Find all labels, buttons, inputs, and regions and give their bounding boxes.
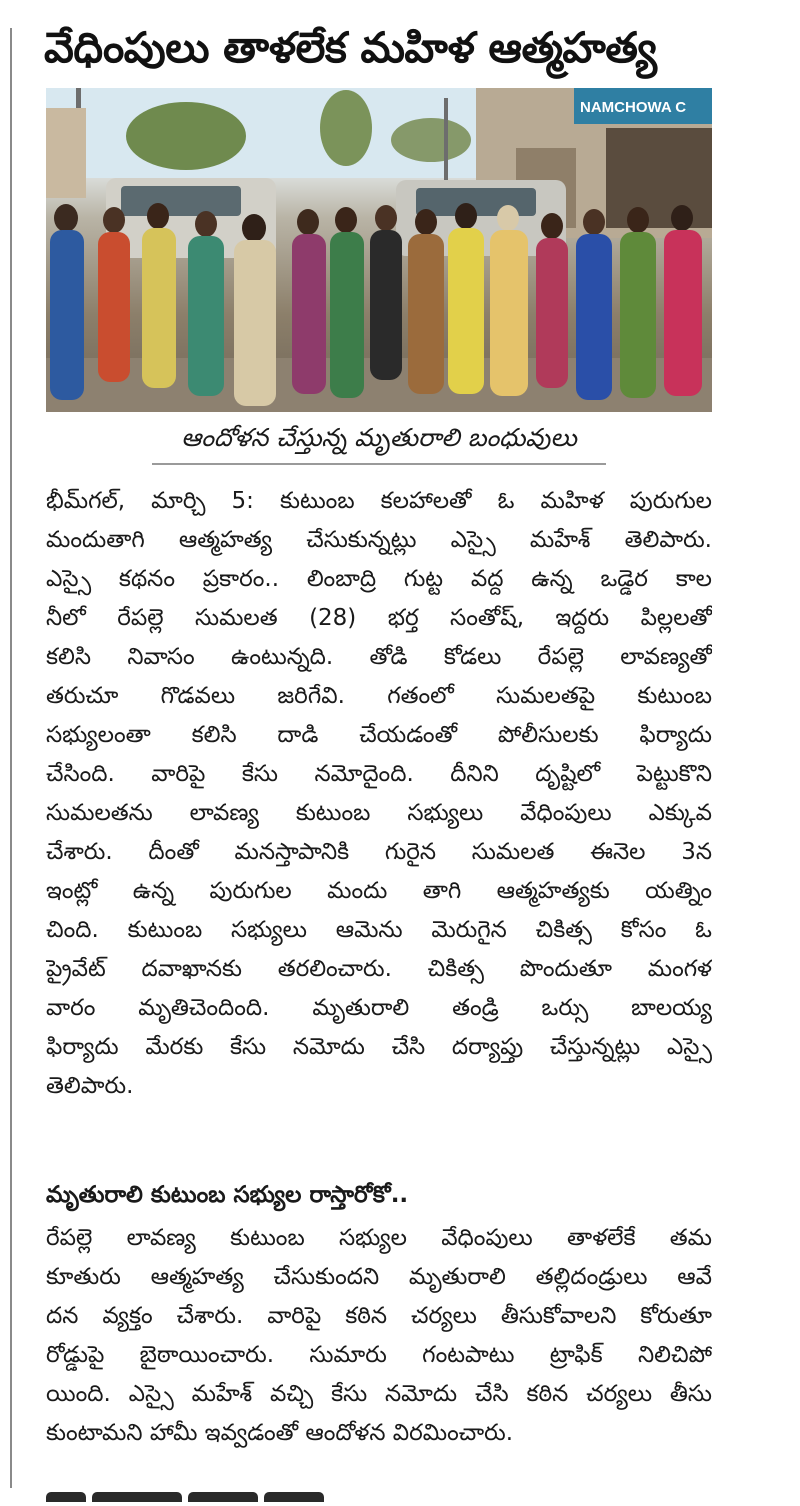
paragraph-line: చేశారు. దీంతో మనస్తాపానికి గురైన సుమలత ఈనెల 3న xyxy=(46,839,712,865)
paragraph-line: దన వ్యక్తం చేశారు. వారిపై కఠిన చర్యలు తీసుకోవాలని కోరుతూ xyxy=(46,1303,712,1329)
article-paragraph-1 xyxy=(46,482,712,1106)
paragraph-line: యింది. ఎస్సై మహేశ్‌ వచ్చి కేసు నమోదు చేసి కఠిన చర్యలు తీసు xyxy=(46,1381,712,1407)
paragraph-line: నీలో రేపల్లె సుమలత (28) భర్త సంతోష్‌, ఇద్దరు పిల్లలతో xyxy=(46,605,712,631)
article-subheading: మృతురాలి కుటుంబ సభ్యుల రాస్తారోకో.. xyxy=(46,1182,409,1208)
paragraph-line: ఎస్సై కథనం ప్రకారం.. లింబాద్రి గుట్ట వద్ద ఉన్న ఒడ్డెర కాల xyxy=(46,566,712,592)
paragraph-line: రేపల్లె లావణ్య కుటుంబ సభ్యుల వేధింపులు తాళలేకే తమ xyxy=(46,1225,712,1251)
paragraph-line: చింది. కుటుంబ సభ్యులు ఆమెను మెరుగైన చికిత్స కోసం ఓ xyxy=(46,917,712,943)
paragraph-line: వారం మృతిచెందింది. మృతురాలి తండ్రి ఒర్సు బాలయ్య xyxy=(46,995,712,1021)
paragraph-line: తెలిపారు. xyxy=(46,1073,134,1099)
paragraph-line: సభ్యులంతా కలిసి దాడి చేయడంతో పోలీసులకు ఫిర్యాదు xyxy=(46,722,712,748)
article-headline: వేధింపులు తాళలేక మహిళ ఆత్మహత్య xyxy=(44,23,657,72)
paragraph-line: కూతురు ఆత్మహత్య చేసుకుందని మృతురాలి తల్లిదండ్రులు ఆవే xyxy=(46,1264,712,1290)
column-rule xyxy=(10,28,12,1488)
paragraph-line: కలిసి నివాసం ఉంటున్నది. తోడి కోడలు రేపల్లె లావణ్యతో xyxy=(46,644,712,670)
paragraph-line: మందుతాగి ఆత్మహత్య చేసుకున్నట్లు ఎస్సై మహేశ్‌ తెలిపారు. xyxy=(46,527,712,553)
article-photo xyxy=(46,88,712,412)
shop-sign-text: NAMCHOWA C xyxy=(580,99,687,116)
paragraph-line: ఇంట్లో ఉన్న పురుగుల మందు తాగి ఆత్మహత్యకు యత్నిం xyxy=(46,878,712,904)
paragraph-line: రోడ్డుపై బైఠాయించారు. సుమారు గంటపాటు ట్రాఫిక్‌ నిలిచిపో xyxy=(46,1342,712,1368)
photo-caption: ఆందోళన చేస్తున్న మృతురాలి బంధువులు xyxy=(181,423,577,452)
paragraph-line: చేసింది. వారిపై కేసు నమోదైంది. దీనిని దృష్టిలో పెట్టుకొని xyxy=(46,761,712,787)
caption-divider xyxy=(152,463,606,465)
paragraph-line: సుమలతను లావణ్య కుటుంబ సభ్యులు వేధింపులు ఎక్కువ xyxy=(46,800,712,826)
paragraph-line: తరుచూ గొడవలు జరిగేవి. గతంలో సుమలతపై కుటుంబ xyxy=(46,683,712,709)
paragraph-line: కుంటామని హామీ ఇవ్వడంతో ఆందోళన విరమించారు. xyxy=(46,1420,514,1446)
paragraph-line: ప్రైవేట్‌ దవాఖానకు తరలించారు. చికిత్స పొందుతూ మంగళ xyxy=(46,956,712,982)
article-paragraph-2 xyxy=(46,1219,712,1453)
next-article-fragment xyxy=(46,1484,366,1506)
paragraph-line: భీమ్‌గల్‌, మార్చి 5: కుటుంబ కలహాలతో ఓ మహిళ పురుగుల xyxy=(46,488,712,514)
paragraph-line: ఫిర్యాదు మేరకు కేసు నమోదు చేసి దర్యాప్తు చేస్తున్నట్లు ఎస్సై xyxy=(46,1034,712,1060)
